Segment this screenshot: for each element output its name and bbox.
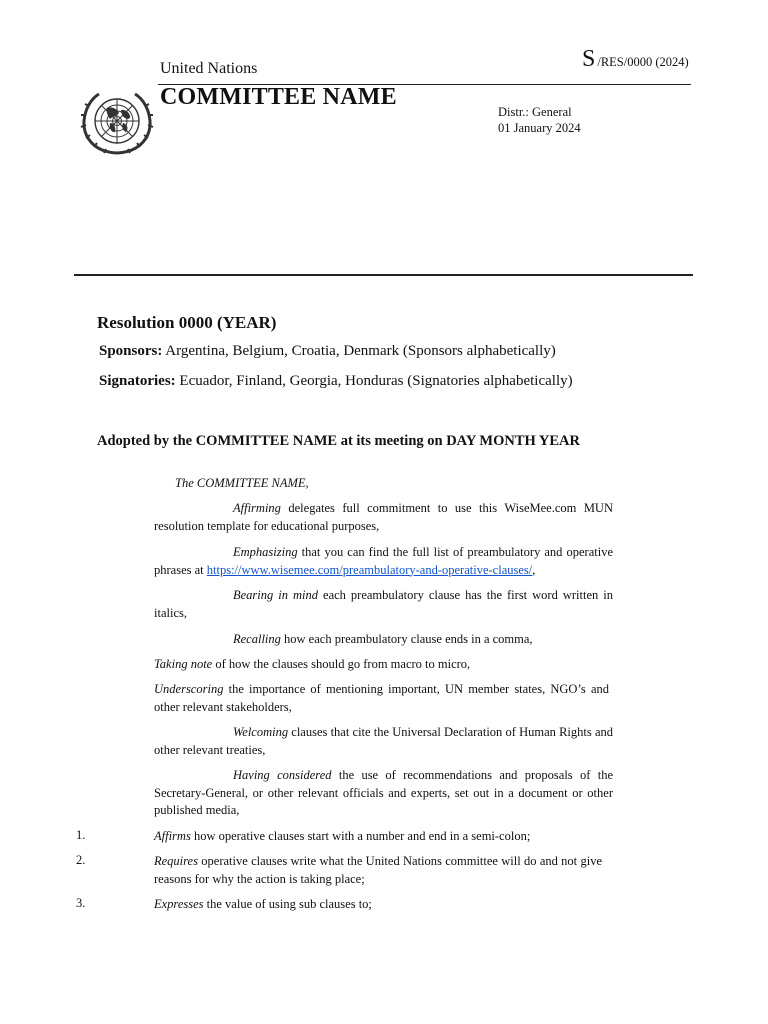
preamble-clause <box>154 681 609 716</box>
operative-clause <box>154 828 613 846</box>
clause-number: 3. <box>76 896 86 910</box>
sponsors-label: Sponsors: <box>99 343 163 359</box>
clause-punctuation: , <box>532 562 536 577</box>
clause-text: the importance of mentioning important, UN member states, NGO’s and other relevant stakeholders, <box>154 682 609 714</box>
clause-text: the use of recommendations and proposals of the Secretary-General, or other relevant officials and experts, set out in a document or other published media, <box>154 768 613 817</box>
clause-text: each preambulatory clause has the first word written in italics, <box>154 588 613 620</box>
clause-lead: Requires <box>154 854 198 868</box>
clause-lead: Taking note <box>154 657 213 671</box>
document-date: 01 January 2024 <box>498 121 581 135</box>
signatories-list: Ecuador, Finland, Georgia, Honduras (Signatories alphabetically) <box>179 373 573 389</box>
clause-lead: Recalling <box>233 632 281 646</box>
clause-lead: Affirms <box>154 829 191 843</box>
clause-number: 2. <box>76 853 86 867</box>
distribution-block <box>498 104 581 136</box>
clause-text: delegates full commitment to use this WiseMee.com MUN resolution template for educational purposes, <box>154 501 613 533</box>
distribution-label: Distr.: General <box>498 105 572 119</box>
opening-phrase: The COMMITTEE NAME, <box>175 476 309 490</box>
clause-lead: Expresses <box>154 897 204 911</box>
un-emblem-icon <box>79 90 155 156</box>
resolution-title: Resolution 0000 (YEAR) <box>97 313 277 332</box>
preamble-clause <box>154 544 613 579</box>
clause-text: of how the clauses should go from macro to micro, <box>212 657 471 671</box>
signatories-label: Signatories: <box>99 373 176 389</box>
organization-name: United Nations <box>160 60 258 77</box>
preamble-clause <box>154 587 613 622</box>
clause-lead: Welcoming <box>233 725 289 739</box>
operative-clause <box>154 896 613 914</box>
clause-lead: Bearing in mind <box>233 588 319 602</box>
signatories-line <box>99 373 573 390</box>
clause-lead: Affirming <box>233 501 281 515</box>
clause-text: operative clauses write what the United Nations committee will do and not give reasons for why the action is taking place; <box>154 854 602 886</box>
clause-text: how each preambulatory clause ends in a comma, <box>280 632 533 646</box>
sponsors-line <box>99 343 556 360</box>
clause-lead: Emphasizing <box>233 545 298 559</box>
clause-number: 1. <box>76 828 86 842</box>
operative-clause <box>154 853 602 888</box>
preamble-clause <box>154 724 613 759</box>
committee-title: COMMITTEE NAME <box>160 84 397 110</box>
preamble-clause <box>154 631 613 649</box>
preamble-clause <box>154 767 613 820</box>
document-symbol <box>582 46 689 73</box>
preamble-clause <box>154 656 613 674</box>
clause-lead: Underscoring <box>154 682 224 696</box>
clause-text: clauses that cite the Universal Declaration of Human Rights and other relevant treaties, <box>154 725 613 757</box>
clause-text: the value of using sub clauses to; <box>203 897 372 911</box>
clause-text: how operative clauses start with a number and end in a semi-colon; <box>190 829 531 843</box>
symbol-code: /RES/0000 (2024) <box>597 55 689 69</box>
clause-text: that you can find the full list of preambulatory and operative phrases at <box>154 545 613 577</box>
clauses-link[interactable]: https://www.wisemee.com/preambulatory-and-operative-clauses/ <box>206 562 533 577</box>
adoption-statement: Adopted by the COMMITTEE NAME at its meeting on DAY MONTH YEAR <box>97 433 580 449</box>
sponsors-list: Argentina, Belgium, Croatia, Denmark (Sponsors alphabetically) <box>165 343 556 359</box>
clause-lead: Having considered <box>233 768 332 782</box>
symbol-letter: S <box>582 46 596 72</box>
preamble-clause <box>154 500 613 535</box>
section-rule <box>74 274 693 276</box>
